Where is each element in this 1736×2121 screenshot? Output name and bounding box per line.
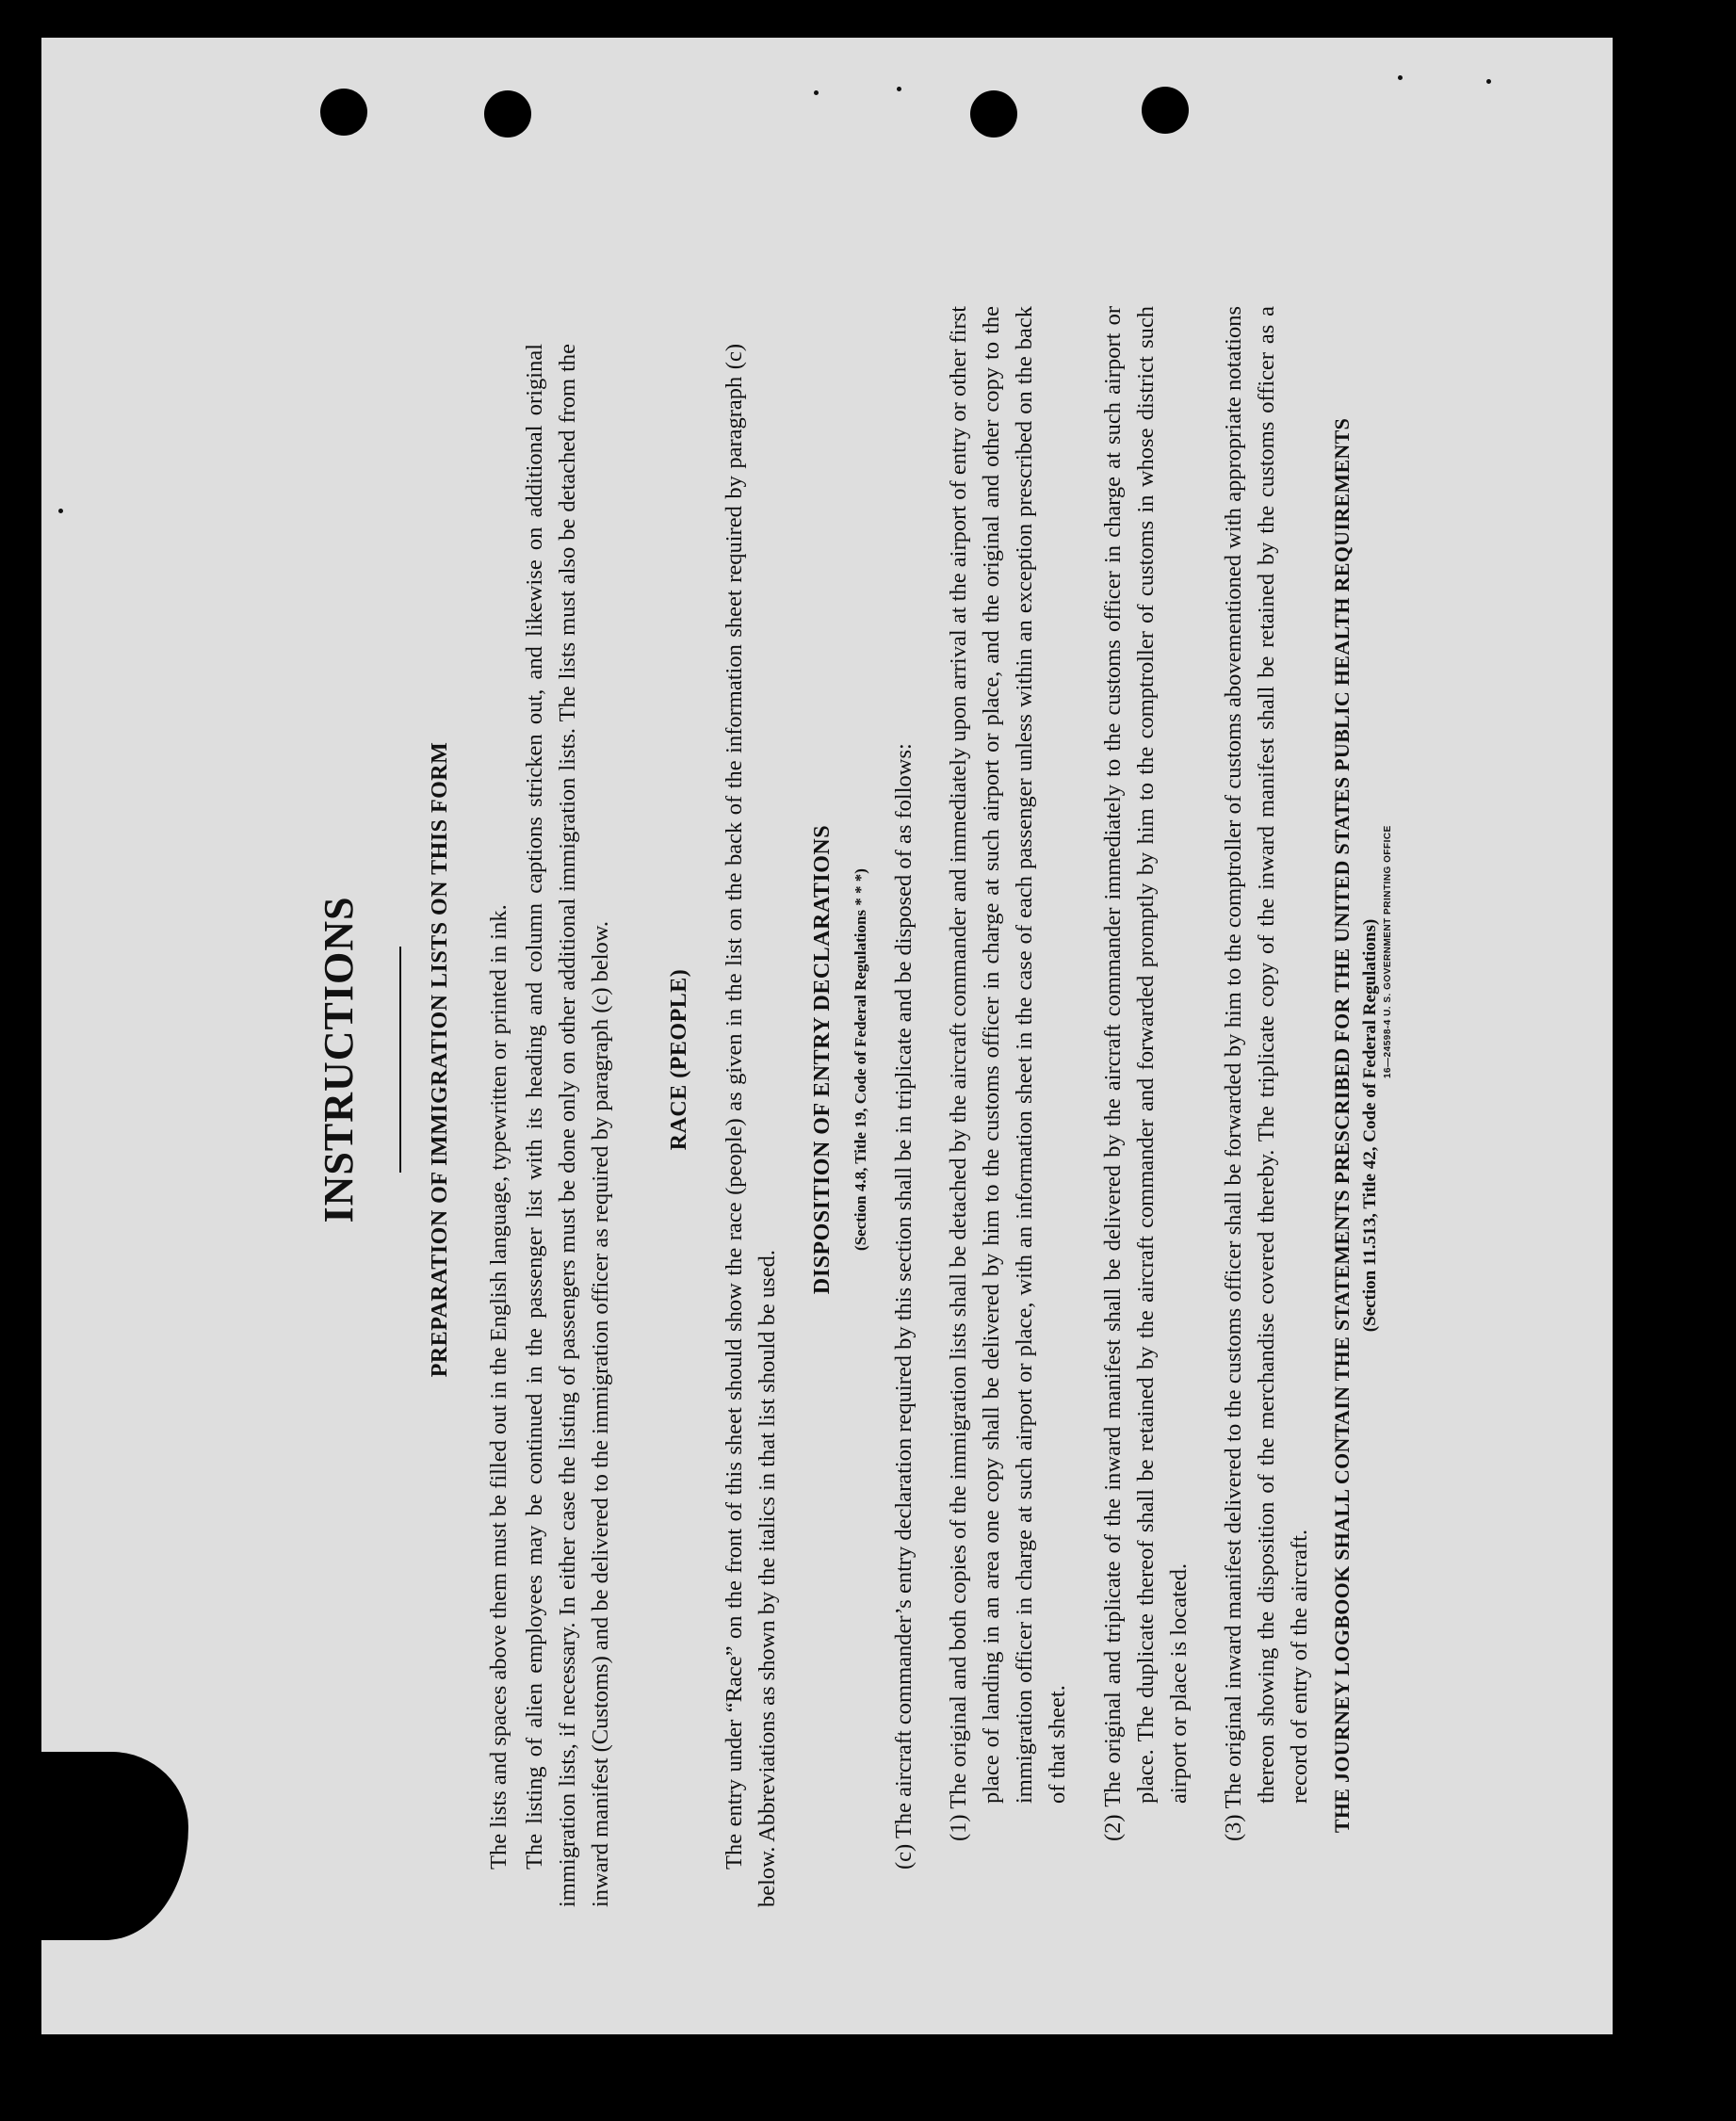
section-heading-preparation: PREPARATION OF IMMIGRATION LISTS ON THIS FORM	[428, 741, 452, 1378]
dust-speck	[58, 509, 63, 513]
paragraph-preparation-2: The listing of alien employees may be continued in the passenger list with its heading and column captions stricken out, and likewise on additional original immigration lists, if necessary. In either case the listing of passengers must be done only on other additional immigration lists. The lists must also be detached from the inward manifest (Customs) and be delivered to the immigration officer as required by paragraph (c) below.	[522, 344, 613, 1907]
disposition-item-1: (1) The original and both copies of the immigration lists shall be detached by the aircraft commander and immediately upon arrival at the airport of entry or other first place of landing in an area one copy shall be delivered by him to the customs officer in charge at such airport or place, and the original and other copy to the immigration officer in charge at such airport or place, with an information sheet in the case of each passenger unless within an exception prescribed on the back of that sheet.	[946, 306, 1070, 1841]
paragraph-race: The entry under “Race” on the front of this sheet should show the race (people) as given in the list on the back of the information sheet required by paragraph (c) below. Abbreviations as shown by the italics in that list should be used.	[722, 344, 780, 1907]
dust-speck	[814, 90, 819, 95]
section-heading-disposition: DISPOSITION OF ENTRY DECLARATIONS	[810, 824, 835, 1295]
paragraph-preparation-1: The lists and spaces above them must be filled out in the English language, typewritten or printed in ink.	[486, 904, 511, 1870]
section-heading-race: RACE (PEOPLE)	[667, 968, 691, 1151]
punch-hole	[484, 90, 531, 138]
dust-speck	[1398, 75, 1403, 80]
dust-speck	[1486, 79, 1491, 84]
page-title: INSTRUCTIONS	[316, 896, 362, 1223]
title-underline	[399, 947, 401, 1173]
punch-hole	[1142, 87, 1189, 134]
footer-citation: (Section 11.513, Title 42, Code of Federal Regulations)	[1360, 918, 1380, 1333]
document-page	[41, 38, 1613, 2034]
punch-hole	[970, 90, 1017, 138]
punch-hole	[320, 89, 367, 136]
printer-mark: 16—24598-4 U. S. GOVERNMENT PRINTING OFFICE	[1383, 825, 1393, 1078]
disposition-citation: (Section 4.8, Title 19, Code of Federal Regulations * * *)	[852, 868, 869, 1251]
paragraph-disposition-intro: (c) The aircraft commander’s entry declaration required by this section shall be in triplicate and be disposed of as follows:	[891, 743, 917, 1870]
disposition-item-3: (3) The original inward manifest delivered to the customs officer shall be forwarded by him to the comptroller of customs abovementioned with appropriate notations thereon showing the disposition of the merchandise covered thereby. The triplicate copy of the inward manifest shall be retained by the customs officer as a record of entry of the aircraft.	[1221, 306, 1312, 1841]
torn-edge	[41, 1752, 188, 1940]
rotated-content	[315, 212, 1398, 1907]
dust-speck	[897, 87, 901, 91]
footer-statement: THE JOURNEY LOGBOOK SHALL CONTAIN THE STATEMENTS PRESCRIBED FOR THE UNITED STATES PUBLIC HEALTH REQUIREMENTS	[1330, 417, 1354, 1834]
disposition-item-2: (2) The original and triplicate of the inward manifest shall be delivered by the aircraft commander immediately to the customs officer in charge at such airport or place. The duplicate thereof shall be retained by the aircraft commander and forwarded promptly by him to the comptroller of customs in whose district such airport or place is located.	[1100, 306, 1192, 1841]
